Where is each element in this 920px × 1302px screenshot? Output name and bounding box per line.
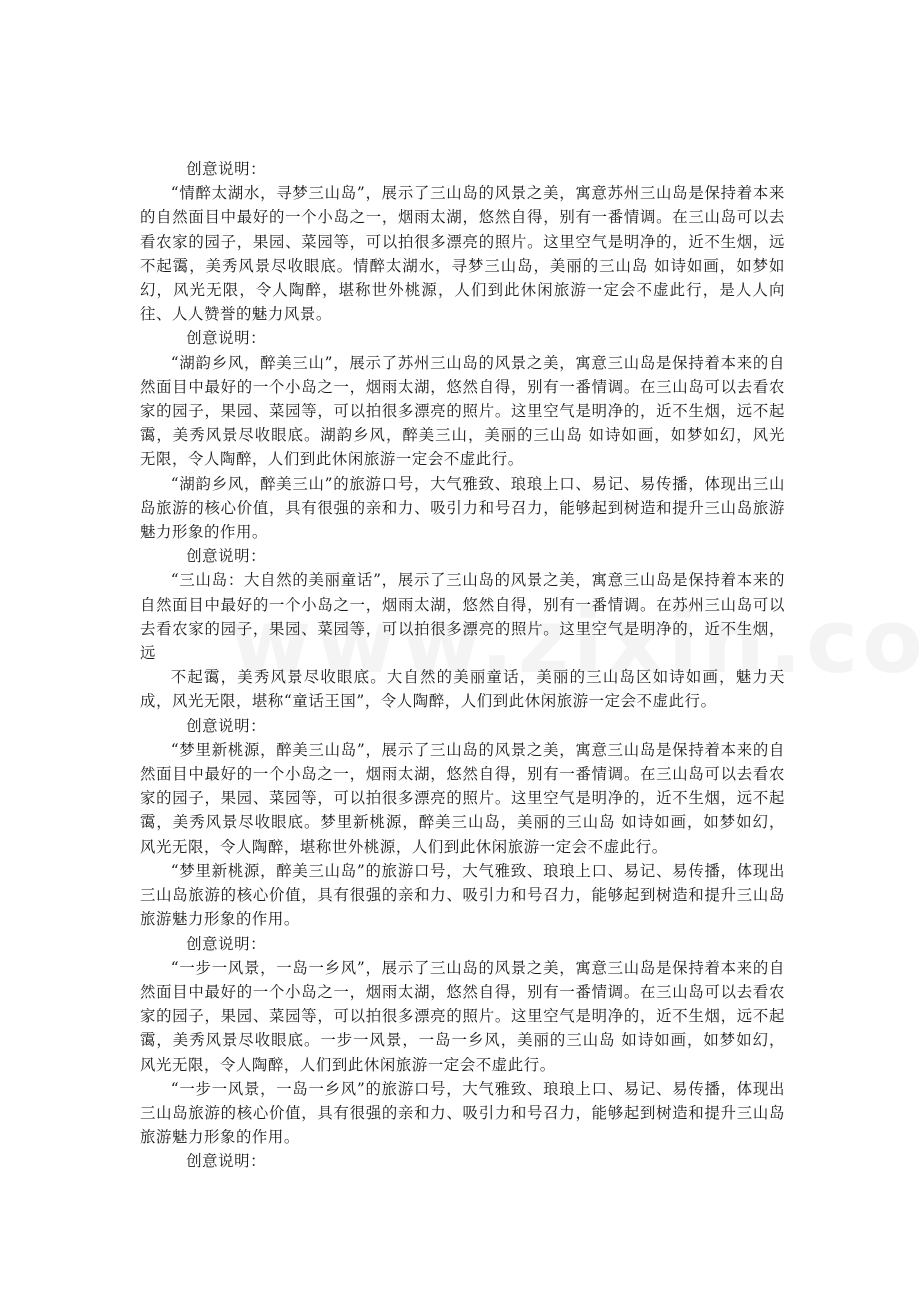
body-paragraph: “一步一风景，一岛一乡风”的旅游口号，大气雅致、琅琅上口、易记、易传播，体现出三山岛旅游的核心价值，具有很强的亲和力、吸引力和号召力，能够起到树造和提升三山岛旅游魅力形象的作用。 bbox=[140, 1079, 785, 1147]
body-paragraph: “情醉太湖水，寻梦三山岛”，展示了三山岛的风景之美，寓意苏州三山岛是保持着本来的自然面目中最好的一个小岛之一，烟雨太湖，悠然自得，别有一番情调。在三山岛可以去看农家的园子，果园、菜园等，可以拍很多漂亮的照片。这里空气是明净的，近不生烟，远不起霭，美秀风景尽收眼底。情醉太湖水，寻梦三山岛，美丽的三山岛 如诗如画，如梦如幻，风光无限，令人陶醉，堪称世外桃源，人们到此休闲旅游一定会不虚此行，是人人向往、人人赞誉的魅力风景。 bbox=[140, 184, 785, 324]
body-paragraph: “梦里新桃源，醉美三山岛”的旅游口号，大气雅致、琅琅上口、易记、易传播，体现出三山岛旅游的核心价值，具有很强的亲和力、吸引力和号召力，能够起到树造和提升三山岛旅游魅力形象的作用。 bbox=[140, 861, 785, 929]
body-paragraph: 不起霭，美秀风景尽收眼底。大自然的美丽童话，美丽的三山岛区如诗如画，魅力天成，风光无限，堪称“童话王国”，令人陶醉，人们到此休闲旅游一定会不虚此行。 bbox=[140, 668, 785, 711]
body-paragraph: “湖韵乡风，醉美三山”的旅游口号，大气雅致、琅琅上口、易记、易传播，体现出三山岛旅游的核心价值，具有很强的亲和力、吸引力和号召力，能够起到树造和提升三山岛旅游魅力形象的作用。 bbox=[140, 474, 785, 542]
body-paragraph: “三山岛：大自然的美丽童话”，展示了三山岛的风景之美，寓意三山岛是保持着本来的自然面目中最好的一个小岛之一，烟雨太湖，悠然自得，别有一番情调。在苏州三山岛可以去看农家的园子，果园、菜园等，可以拍很多漂亮的照片。这里空气是明净的，近不生烟，远 bbox=[140, 571, 785, 663]
section-heading: 创意说明： bbox=[186, 716, 267, 735]
body-paragraph: “梦里新桃源，醉美三山岛”，展示了三山岛的风景之美，寓意三山岛是保持着本来的自然面目中最好的一个小岛之一，烟雨太湖，悠然自得，别有一番情调。在三山岛可以去看农家的园子，果园、菜园等，可以拍很多漂亮的照片。这里空气是明净的，近不生烟，远不起霭，美秀风景尽收眼底。梦里新桃源，醉美三山岛，美丽的三山岛 如诗如画，如梦如幻，风光无限，令人陶醉，堪称世外桃源，人们到此休闲旅游一定会不虚此行。 bbox=[140, 740, 785, 856]
section-heading: 创意说明： bbox=[186, 547, 267, 566]
section-heading: 创意说明： bbox=[186, 160, 267, 178]
document-body bbox=[140, 157, 785, 1174]
body-paragraph: “湖韵乡风，醉美三山”，展示了苏州三山岛的风景之美，寓意三山岛是保持着本来的自然面目中最好的一个小岛之一，烟雨太湖，悠然自得，别有一番情调。在三山岛可以去看农家的园子，果园、菜园等，可以拍很多漂亮的照片。这里空气是明净的，近不生烟，远不起霭，美秀风景尽收眼底。湖韵乡风，醉美三山，美丽的三山岛 如诗如画，如梦如幻，风光无限，令人陶醉，人们到此休闲旅游一定会不虚此行。 bbox=[140, 353, 785, 469]
body-paragraph: “一步一风景，一岛一乡风”，展示了三山岛的风景之美，寓意三山岛是保持着本来的自然面目中最好的一个小岛之一，烟雨太湖，悠然自得，别有一番情调。在三山岛可以去看农家的园子，果园、菜园等，可以拍很多漂亮的照片。这里空气是明净的，近不生烟，远不起霭，美秀风景尽收眼底。一步一风景，一岛一乡风，美丽的三山岛 如诗如画，如梦如幻，风光无限，令人陶醉，人们到此休闲旅游一定会不虚此行。 bbox=[140, 958, 785, 1074]
section-heading: 创意说明： bbox=[186, 934, 267, 953]
section-heading: 创意说明： bbox=[186, 329, 267, 348]
section-heading: 创意说明： bbox=[186, 1152, 267, 1171]
